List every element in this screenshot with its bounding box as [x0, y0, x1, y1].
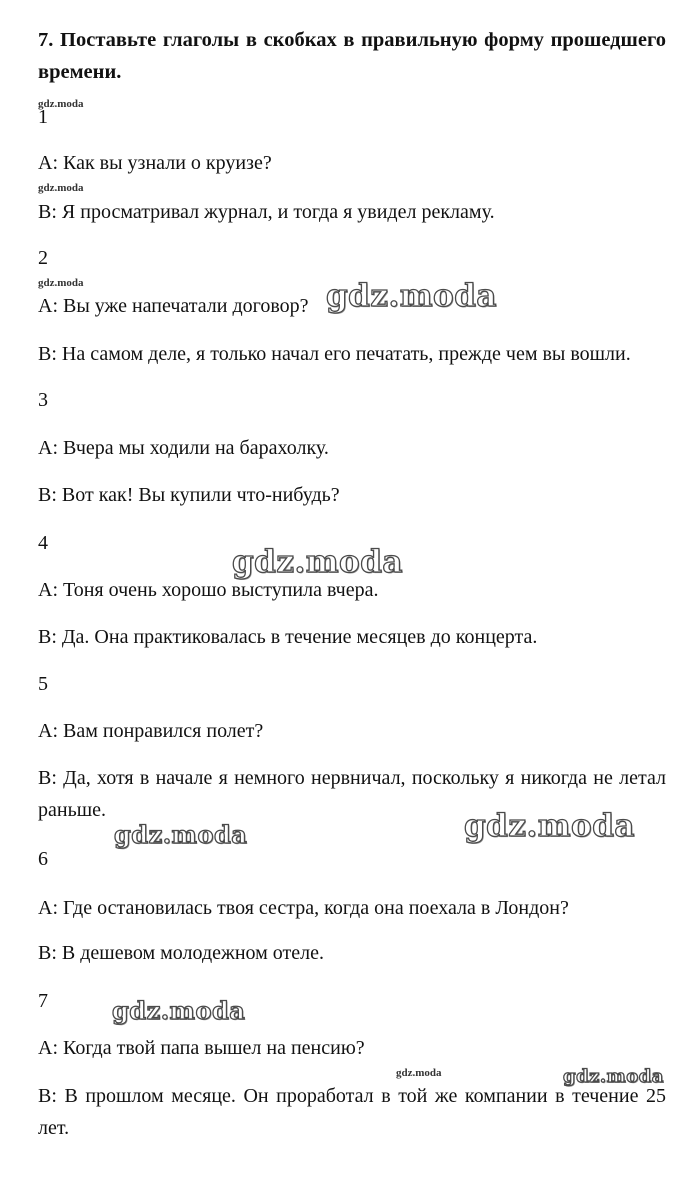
watermark: gdz.moda	[232, 544, 403, 580]
watermark: gdz.moda	[464, 808, 635, 844]
watermark: gdz.moda	[38, 182, 84, 194]
watermark: gdz.moda	[38, 277, 84, 289]
watermark: gdz.moda	[326, 278, 497, 314]
dialogue-line-b: B: В прошлом месяце. Он проработал в той же компании в течение 25 лет.	[38, 1085, 666, 1139]
dialogue-number: 5	[38, 673, 48, 695]
dialogue-number: 2	[38, 247, 48, 269]
dialogue-line-a: A: Вам понравился полет?	[38, 720, 264, 742]
dialogue-number: 6	[38, 848, 48, 870]
watermark: gdz.moda	[563, 1066, 664, 1087]
task-title: 7. Поставьте глаголы в скобках в правильную форму прошедшего времени.	[38, 29, 666, 83]
dialogue-number: 7	[38, 990, 48, 1012]
dialogue-line-b: B: Вот как! Вы купили что-нибудь?	[38, 484, 340, 506]
dialogue-line-b: B: В дешевом молодежном отеле.	[38, 942, 325, 964]
dialogue-line-b: B: Я просматривал журнал, и тогда я увидел рекламу.	[38, 201, 495, 223]
watermark: gdz.moda	[396, 1067, 442, 1079]
dialogue-line-a: A: Где остановилась твоя сестра, когда она поехала в Лондон?	[38, 897, 569, 919]
dialogue-line-b: B: На самом деле, я только начал его печатать, прежде чем вы вошли.	[38, 343, 631, 365]
watermark: gdz.moda	[38, 98, 84, 110]
dialogue-line-a: A: Как вы узнали о круизе?	[38, 152, 272, 174]
dialogue-number: 4	[38, 532, 48, 554]
dialogue-number: 3	[38, 389, 48, 411]
dialogue-line-b: B: Да. Она практиковалась в течение месяцев до концерта.	[38, 626, 538, 648]
dialogue-line-a: A: Вы уже напечатали договор?	[38, 295, 309, 317]
dialogue-number: 1	[38, 106, 48, 128]
dialogue-line-a: A: Когда твой папа вышел на пенсию?	[38, 1037, 365, 1059]
dialogue-line-a: A: Вчера мы ходили на барахолку.	[38, 437, 329, 459]
dialogue-line-b: B: Да, хотя в начале я немного нервничал, поскольку я никогда не летал раньше.	[38, 767, 666, 821]
watermark: gdz.moda	[112, 996, 246, 1025]
watermark: gdz.moda	[114, 820, 248, 849]
dialogue-line-a: A: Тоня очень хорошо выступила вчера.	[38, 579, 379, 601]
